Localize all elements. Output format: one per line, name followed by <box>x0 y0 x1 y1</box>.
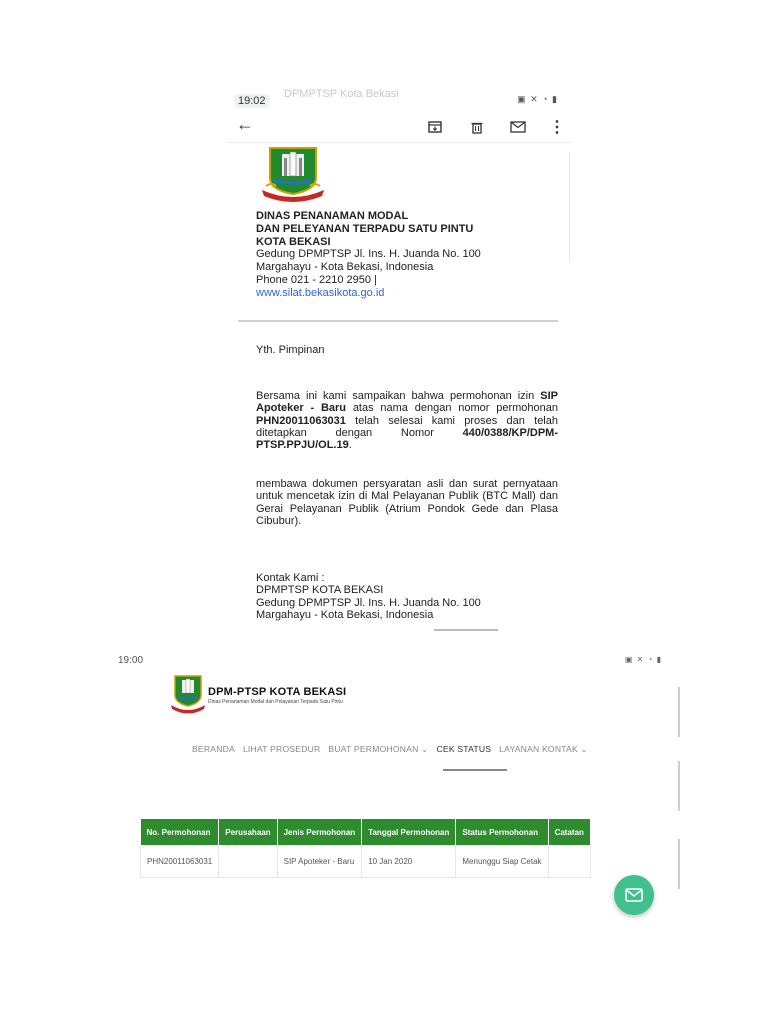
col-no-permohonan: No. Permohonan <box>141 819 219 845</box>
contact-block <box>256 572 558 621</box>
table-header-row <box>141 819 591 845</box>
website-screenshot <box>108 649 680 927</box>
status-bar <box>226 86 572 112</box>
mark-unread-icon[interactable] <box>509 118 527 136</box>
contact-mail-button[interactable] <box>614 875 654 915</box>
nav-beranda[interactable]: BERANDA <box>192 744 235 754</box>
org-website-link[interactable]: www.silat.bekasikota.go.id <box>256 286 385 299</box>
nav-cek-status[interactable]: CEK STATUS <box>436 744 492 754</box>
cell-tanggal-permohonan: 10 Jan 2020 <box>362 845 456 878</box>
contact-address1: Gedung DPMPTSP Jl. Ins. H. Juanda No. 100 <box>256 596 481 609</box>
permit-type: SIP Apoteker - Baru <box>256 390 558 415</box>
nav-active-indicator <box>443 769 507 771</box>
scroll-edge <box>565 152 570 262</box>
cell-perusahaan <box>219 845 277 878</box>
col-catatan: Catatan <box>548 819 590 845</box>
org-name-line3: KOTA BEKASI <box>256 235 331 248</box>
application-number: PHN20011063031 <box>256 414 346 427</box>
site-subtitle: Dinas Penanaman Modal dan Pelayanan Terpadu Satu Pintu <box>208 699 343 705</box>
mail-icon <box>625 888 643 902</box>
system-icons: ▣ ✕ ◔ ▮ <box>517 94 558 104</box>
cell-no-permohonan: PHN20011063031 <box>141 845 219 878</box>
scroll-edge <box>678 839 680 889</box>
kota-bekasi-logo <box>260 146 326 202</box>
scroll-edge <box>678 761 680 811</box>
contact-label: Kontak Kami : <box>256 572 325 584</box>
p1-text3: telah selesai kami proses dan telah ditetapkan dengan Nomor <box>256 414 558 439</box>
table-row <box>141 845 591 878</box>
gesture-pill <box>434 629 498 631</box>
scroll-edge <box>678 687 680 737</box>
greeting: Yth. Pimpinan <box>256 344 325 356</box>
nav-buat-permohonan[interactable]: BUAT PERMOHONAN ⌄ <box>328 744 429 754</box>
status-table <box>140 819 591 878</box>
cell-status-permohonan: Menunggu Siap Cetak <box>456 845 548 878</box>
contact-org: DPMPTSP KOTA BEKASI <box>256 584 384 597</box>
col-perusahaan: Perusahaan <box>219 819 277 845</box>
org-name-line1: DINAS PENANAMAN MODAL <box>256 210 409 222</box>
status-time: 19:00 <box>118 655 144 666</box>
nav-layanan-kontak[interactable]: LAYANAN KONTAK ⌄ <box>499 744 588 754</box>
org-address1: Gedung DPMPTSP Jl. Ins. H. Juanda No. 100 <box>256 248 481 261</box>
site-title: DPM-PTSP KOTA BEKASI <box>208 686 347 698</box>
paragraph-instructions: membawa dokumen persyaratan asli dan surat pernyataan untuk mencetak izin di Mal Pelayanan Publik (BTC Mall) dan Gerai Pelayanan Publik (Atrium Pondok Gede dan Plasa Cibubur). <box>256 478 558 527</box>
back-arrow-icon[interactable]: ← <box>236 113 254 134</box>
kota-bekasi-logo[interactable] <box>170 675 206 715</box>
org-phone: Phone 021 - 2210 2950 | <box>256 273 377 286</box>
sender-card <box>238 144 558 322</box>
email-toolbar <box>226 112 572 143</box>
more-options-icon[interactable]: ⋮ <box>549 119 565 136</box>
system-icons: ▣ ✕ ◔ ▮ <box>624 655 662 664</box>
gesture-bar <box>226 626 572 634</box>
delete-icon[interactable] <box>468 118 486 136</box>
cell-catatan <box>548 845 590 878</box>
status-time: 19:02 <box>235 94 269 108</box>
p1-text2: atas nama dengan nomor permohonan <box>346 402 558 415</box>
decree-number: 440/0388/KP/DPM-PTSP.PPJU/OL.19 <box>256 426 558 452</box>
p1-text1: Bersama ini kami sampaikan bahwa permohonan izin <box>256 390 541 402</box>
archive-icon[interactable] <box>426 118 444 136</box>
site-brand <box>208 686 346 705</box>
p1-text4: . <box>348 439 352 452</box>
org-name-line2: DAN PELEYANAN TERPADU SATU PINTU <box>256 222 474 235</box>
col-tanggal-permohonan: Tanggal Permohonan <box>362 819 456 845</box>
org-address2: Margahayu - Kota Bekasi, Indonesia <box>256 261 434 274</box>
col-jenis-permohonan: Jenis Permohonan <box>277 819 362 845</box>
col-status-permohonan: Status Permohonan <box>456 819 548 845</box>
sender-name-faded: DPMPTSP Kota Bekasi <box>284 88 399 100</box>
organization-signature <box>256 210 556 300</box>
paragraph-approval <box>256 390 558 451</box>
email-screenshot <box>226 86 572 634</box>
cell-jenis-permohonan: SIP Apoteker - Baru <box>277 845 362 878</box>
contact-address2: Margahayu - Kota Bekasi, Indonesia <box>256 608 434 621</box>
main-nav <box>192 744 588 755</box>
nav-lihat-prosedur[interactable]: LIHAT PROSEDUR <box>242 744 321 754</box>
